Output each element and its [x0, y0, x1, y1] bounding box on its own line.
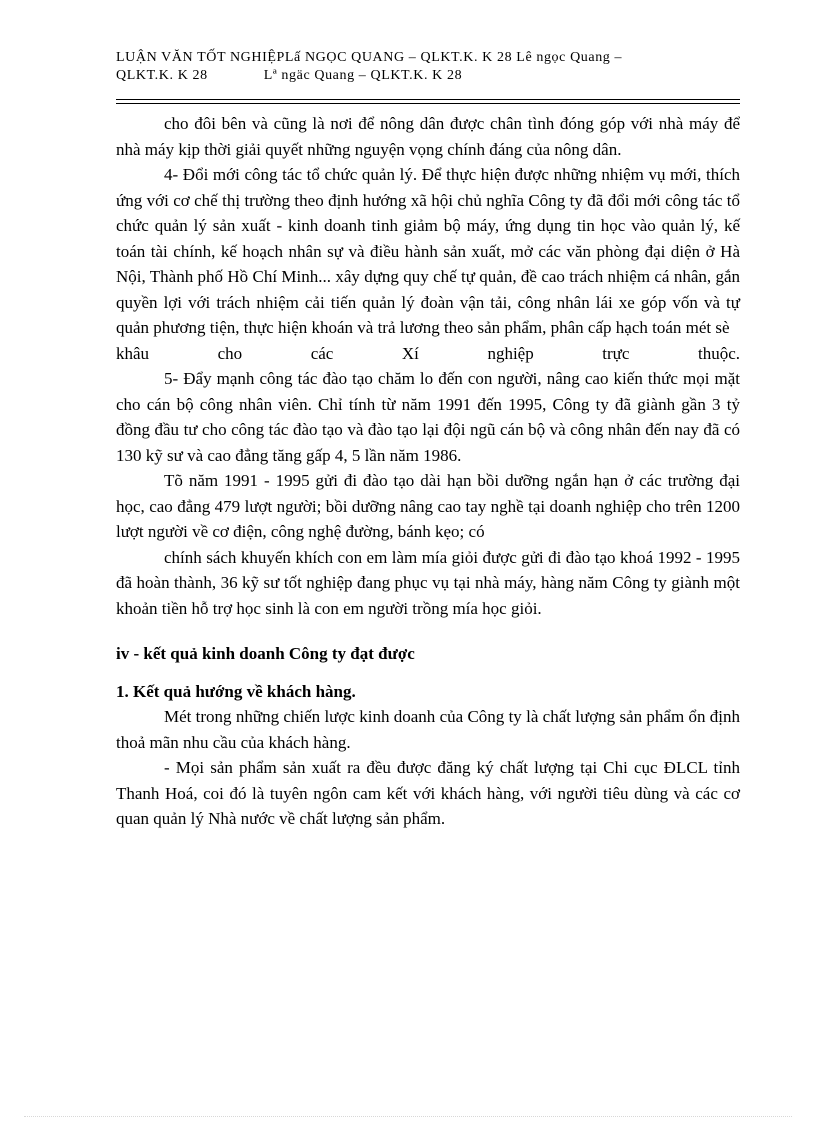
header-line-1: LUẬN VĂN TỐT NGHIỆPLấ NGỌC QUANG – QLKT.K. K 28 Lê ngọc Quang –	[116, 50, 623, 65]
page-header	[116, 49, 740, 85]
page-bottom-border	[24, 1116, 792, 1117]
subsection-heading: 1. Kết quả hướng về khách hàng.	[116, 681, 356, 701]
header-line-2	[116, 67, 740, 85]
header-rule-top	[116, 99, 740, 100]
paragraph-continuation: cho đôi bên và cũng là nơi để nông dân được chân tình đóng góp với nhà máy để nhà máy kịp thời giải quyết những nguyện vọng chính đáng của nông dân.	[116, 114, 740, 159]
paragraph-item-4-tail: khâu cho các Xí nghiệp trực thuộc.	[116, 343, 740, 363]
header-line-2-left: QLKT.K. K 28	[116, 68, 208, 83]
paragraph-training: Tõ năm 1991 - 1995 gửi đi đào tạo dài hạn bồi dưỡng ngắn hạn ở các trường đại học, cao đẳng 479 lượt người; bồi dưỡng nâng cao tay nghề tại doanh nghiệp cho trên 1200 lượt người về cơ điện, công nghệ đường, bánh kẹo; có	[116, 471, 740, 541]
paragraph-strategy: Mét trong những chiến lược kinh doanh của Công ty là chất lượng sản phẩm ổn định thoả mãn nhu cầu của khách hàng.	[116, 707, 740, 752]
header-line-2-right: Lª ngäc Quang – QLKT.K. K 28	[263, 68, 463, 83]
section-heading: iv - kết quả kinh doanh Công ty đạt được	[116, 644, 415, 663]
paragraph-quality-registration: - Mọi sản phẩm sản xuất ra đều được đăng ký chất lượng tại Chi cục ĐLCL tỉnh Thanh Hoá, coi đó là tuyên ngôn cam kết với khách hàng, với người tiêu dùng và các cơ quan quản lý Nhà nước về chất lượng sản phẩm.	[116, 758, 740, 828]
paragraph-policy: chính sách khuyến khích con em làm mía giỏi được gửi đi đào tạo khoá 1992 - 1995 đã hoàn thành, 36 kỹ sư tốt nghiệp đang phục vụ tại nhà máy, hàng năm Công ty giành một khoản tiền hỗ trợ học sinh là con em người trồng mía học giỏi.	[116, 547, 740, 618]
paragraph-item-4: 4- Đổi mới công tác tổ chức quản lý. Để thực hiện được những nhiệm vụ mới, thích ứng với cơ chế thị trường theo định hướng xã hội chủ nghĩa Công ty đã đổi mới công tác tổ chức quản lý sản xuất - kinh doanh tinh giảm bộ máy, ứng dụng tin học vào quản lý, kế toán tài chính, kế hoạch nhân sự và điều hành sản xuất, mở các văn phòng đại diện ở Hà Nội, Thành phố Hồ Chí Minh... xây dựng quy chế tự quản, đề cao trách nhiệm cá nhân, gắn quyền lợi với trách nhiệm cải tiến quản lý đoàn vận tải, công nhân lái xe góp vốn và tự quản phương tiện, thực hiện khoán và trả lương theo sản phẩm, phân cấp hạch toán mét sè	[116, 165, 740, 337]
document-body	[116, 111, 740, 832]
header-rule-bottom	[116, 103, 740, 104]
paragraph-item-5: 5- Đẩy mạnh công tác đào tạo chăm lo đến con người, nâng cao kiến thức mọi mặt cho cán bộ công nhân viên. Chỉ tính từ năm 1991 đến 1995, Công ty đã giành gần 3 tỷ đồng đầu tư cho công tác đào tạo và đào tạo lại đội ngũ cán bộ và công nhân đến nay đã có 130 kỹ sư và cao đẳng tăng gấp 4, 5 lần năm 1986.	[116, 369, 740, 465]
